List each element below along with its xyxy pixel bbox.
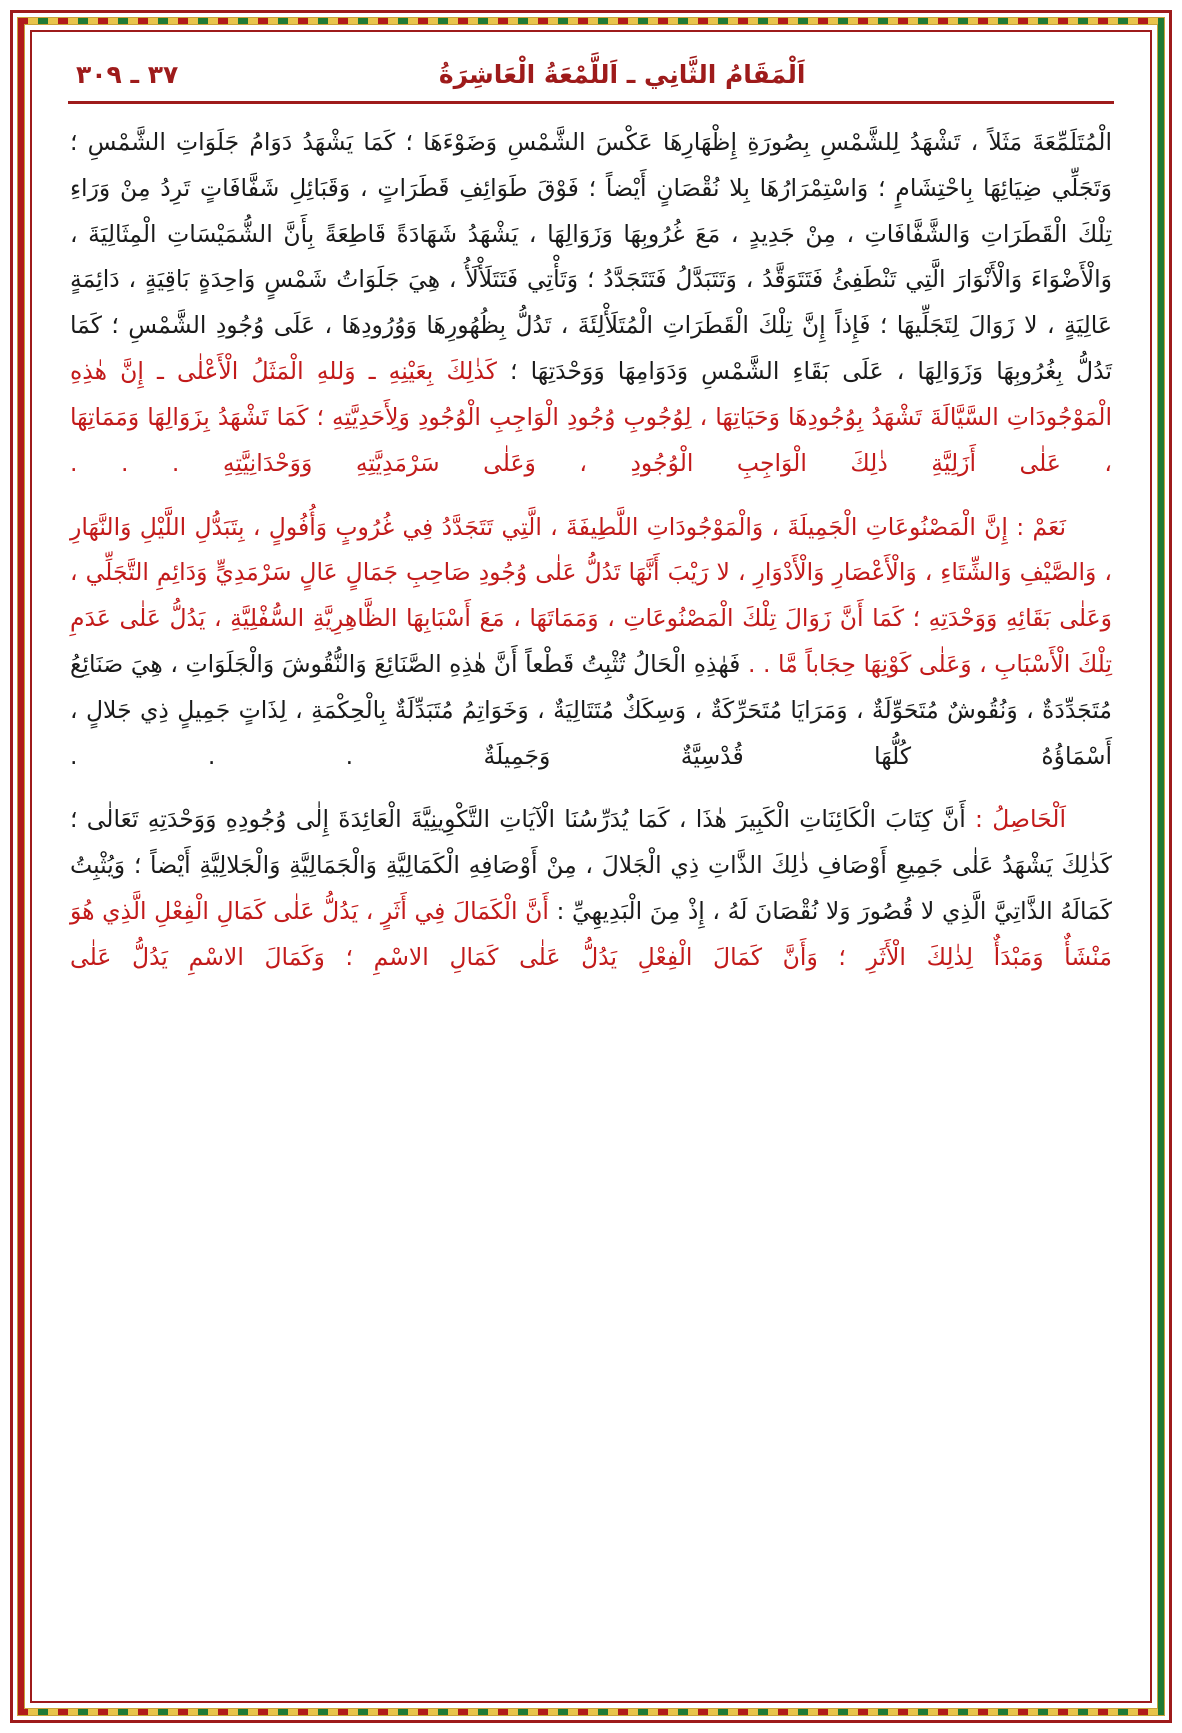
page-border-ornament: [17, 17, 1165, 1716]
paragraph-spacer: [70, 491, 1112, 505]
paragraph-spacer: [70, 783, 1112, 797]
text-run-red: نَعَمْ : إِنَّ الْمَصْنُوعَاتِ الْجَمِيلَةَ ، وَالْمَوْجُودَاتِ اللَّطِيفَةَ ، الَّتِي تَتَجَدَّدُ فِي غُرُوبٍ وَأُفُولٍ ، بِتَبَدُّلِ اللَّيْلِ وَالنَّهَارِ ، وَالصَّيْفِ وَالشِّتَاءِ ، وَالْأَعْصَارِ وَالْأَدْوَارِ ، لا رَيْبَ أَنَّهَا تَدُلُّ عَلٰى وُجُودِ صَاحِبِ جَمَالٍ عَالٍ سَرْمَدِيٍّ وَدَائِمِ التَّجَلِّي ، وَعَلٰى بَقَائِهِ وَوَحْدَتِهِ ؛ كَمَا أَنَّ زَوَالَ تِلْكَ الْمَصْنُوعَاتِ ، وَمَمَاتَهَا ، مَعَ أَسْبَابِهَا الظَّاهِرِيَّةِ السُّفْلِيَّةِ ، يَدُلُّ عَلٰى عَدَمِ تِلْكَ الْأَسْبَابِ ، وَعَلٰى كَوْنِهَا حِجَاباً مَّا . .: [70, 512, 1112, 678]
text-run-red: اَلْحَاصِلُ :: [965, 805, 1066, 834]
page-border-outer: [10, 10, 1172, 1723]
body-text: [62, 120, 1120, 981]
paragraph-1: [70, 120, 1112, 487]
text-run-red: أَنَّ الْكَمَالَ فِي أَثَرٍ ، يَدُلُّ عَلٰى كَمَالِ الْفِعْلِ الَّذِي هُوَ مَنْشَأٌ وَمَبْدَأٌ لِذٰلِكَ الْأَثَرِ ؛ وَأَنَّ كَمَالَ الْفِعْلِ يَدُلُّ عَلٰى كَمَالِ الاسْمِ ؛ وَكَمَالَ الاسْمِ يَدُلُّ عَلٰى: [70, 897, 1112, 971]
paragraph-list: [70, 120, 1112, 981]
header-divider: [68, 101, 1114, 104]
page-border-inner-white: [24, 24, 1158, 1709]
text-run-black: أَنَّ كِتَابَ الْكَائِنَاتِ الْكَبِيرَ هٰذَا ، كَمَا يُدَرِّسُنَا الْآيَاتِ التَّكْوِينِيَّةَ الْعَائِدَةَ إِلٰى وُجُودِهِ وَوَحْدَتِهِ تَعَالٰى ؛ كَذٰلِكَ يَشْهَدُ عَلٰى جَمِيعِ أَوْصَافِ ذٰلِكَ الذَّاتِ ذِي الْجَلالَ ، مِنْ أَوْصَافِهِ الْكَمَالِيَّةِ وَالْجَمَالِيَّةِ وَالْجَلالِيَّةِ أَيْضاً ؛ وَيُثْبِتُ كَمَالَهُ الذَّاتِيَّ الَّذِي لا قُصُورَ وَلا نُقْصَانَ لَهُ ، إِذْ مِنَ الْبَدِيهِيِّ :: [70, 805, 1112, 925]
paragraph-2: [70, 505, 1112, 780]
text-run-black: فَهٰذِهِ الْحَالُ تُثْبِتُ قَطْعاً أَنَّ هٰذِهِ الصَّنَائِعَ وَالنُّقُوشَ وَالْجَلَوَاتِ ، هِيَ صَنَائِعُ مُتَجَدِّدَةٌ ، وَنُقُوشٌ مُتَحَوِّلَةٌ ، وَمَرَايَا مُتَحَرِّكَةٌ ، وَسِكَكٌ مُتَتَالِيَةٌ ، وَخَوَاتِمُ مُتَبَدِّلَةٌ بِالْحِكْمَةِ ، لِذَاتٍ جَمِيلٍ ذِي جَلالٍ ، أَسْمَاؤُهُ كُلُّهَا قُدْسِيَّةٌ وَجَمِيلَةٌ . . .: [70, 649, 1112, 770]
text-run-black: الْمُتَلَمِّعَةَ مَثَلاً ، تَشْهَدُ لِلشَّمْسِ بِصُورَةِ إِظْهَارِهَا عَكْسَ الشَّمْسِ وَضَوْءَهَا ؛ كَمَا يَشْهَدُ دَوَامُ جَلَوَاتِ الشَّمْسِ ؛ وَتَجَلِّي ضِيَائِهَا بِاحْتِشَامٍ ؛ وَاسْتِمْرَارُهَا بِلا نُقْصَانٍ أَيْضاً ؛ فَوْقَ طَوَائِفِ قَطَرَاتٍ ، وَقَبَائِلِ شَفَّافَاتٍ تَرِدُ مِنْ وَرَاءِ تِلْكَ الْقَطَرَاتِ وَالشَّفَّافَاتِ ، مِنْ جَدِيدٍ ، مَعَ غُرُوبِهَا وَزَوَالِهَا ، يَشْهَدُ شَهَادَةً قَاطِعَةً بِأَنَّ الشُّمَيْسَاتِ الْمِثَالِيَةَ ، وَالْأَضْوَاءَ وَالْأَنْوَارَ الَّتِي تَنْطَفِئُ فَتَتَوَقَّدُ ، وَتَتَبَدَّلُ فَتَتَجَدَّدُ ؛ وَتَأْتِي فَتَتَلَأْلَأُ ، هِيَ جَلَوَاتُ شَمْسٍ وَاحِدَةٍ بَاقِيَةٍ ، دَائِمَةٍ عَالِيَةٍ ، لا زَوَالَ لِتَجَلِّيهَا ؛ فَإِذاً إِنَّ تِلْكَ الْقَطَرَاتِ الْمُتَلَأْلِئَةَ ، تَدُلُّ بِظُهُورِهَا وَوُرُودِهَا ، عَلَى وُجُودِ الشَّمْسِ ؛ كَمَا تَدُلُّ بِغُرُوبِهَا وَزَوَالِهَا ، عَلَى بَقَاءِ الشَّمْسِ وَدَوَامِهَا وَوَحْدَتِهَا ؛: [70, 128, 1113, 386]
page-content-area: [30, 30, 1152, 1703]
paragraph-3: [70, 797, 1112, 980]
page-header: [62, 54, 1120, 89]
page-number: ٣٧ ـ ٣٠٩: [76, 60, 179, 89]
text-run-red: كَذٰلِكَ بِعَيْنِهِ ـ وَللهِ الْمَثَلُ الْأَعْلٰى ـ إِنَّ هٰذِهِ الْمَوْجُودَاتِ السَّيَّالَةَ تَشْهَدُ بِوُجُودِهَا وَحَيَاتِهَا ، لِوُجُوبِ وُجُودِ الْوَاجِبِ الْوُجُودِ وَلِأَحَدِيَّتِهِ ؛ كَمَا تَشْهَدُ بِزَوَالِهَا وَمَمَاتِهَا ، عَلٰى أَزَلِيَّةِ ذٰلِكَ الْوَاجِبِ الْوُجُودِ ، وَعَلٰى سَرْمَدِيَّتِهِ وَوَحْدَانِيَّتِهِ . . .: [70, 357, 1112, 477]
page-title: اَلْمَقَامُ الثَّانِي ـ اَللَّمْعَةُ الْعَاشِرَةُ: [438, 60, 806, 89]
